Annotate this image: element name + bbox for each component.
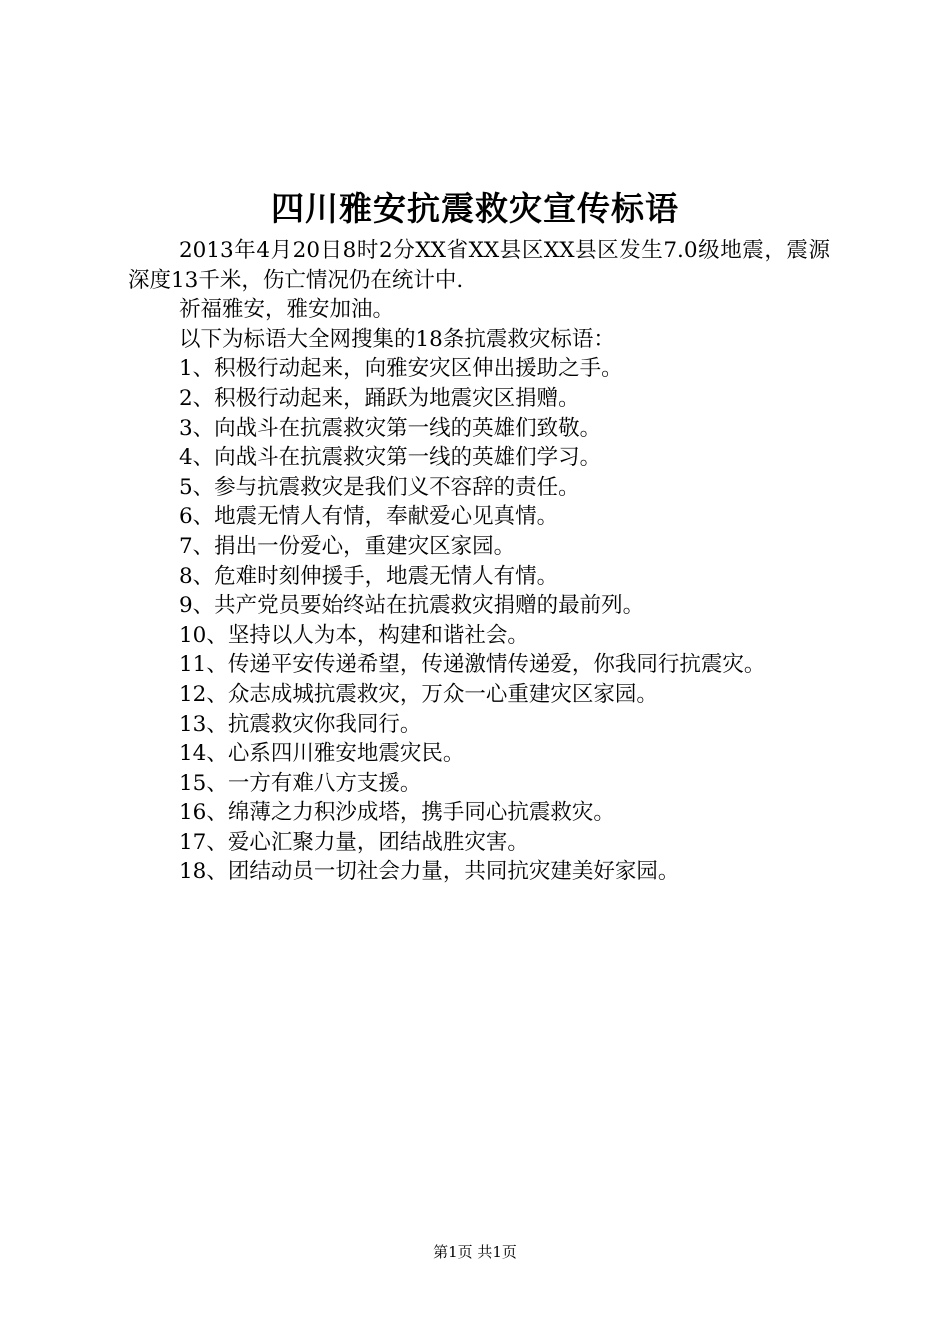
slogan-item: 3、向战斗在抗震救灾第一线的英雄们致敬。 [179,415,602,441]
slogan-item: 12、众志成城抗震救灾，万众一心重建灾区家园。 [179,681,658,707]
slogan-item: 18、团结动员一切社会力量，共同抗灾建美好家园。 [179,859,680,885]
slogan-item: 17、爱心汇聚力量，团结战胜灾害。 [179,829,529,855]
paragraph-intro: 2013年4月20日8时2分XX省XX县区XX县区发生7.0级地震，震源深度13千米，伤亡情况仍在统计中. [128,238,830,293]
slogan-item: 1、积极行动起来，向雅安灾区伸出援助之手。 [179,356,623,382]
slogan-item: 11、传递平安传递希望，传递激情传递爱，你我同行抗震灾。 [179,652,766,678]
slogan-item: 7、捐出一份爱心，重建灾区家园。 [179,533,516,559]
slogan-item: 9、共产党员要始终站在抗震救灾捐赠的最前列。 [179,593,645,619]
slogan-item: 14、心系四川雅安地震灾民。 [179,741,465,767]
slogan-item: 8、危难时刻伸援手，地震无情人有情。 [179,563,559,589]
slogan-item: 6、地震无情人有情，奉献爱心见真情。 [179,504,559,530]
document-title: 四川雅安抗震救灾宣传标语 [271,189,679,228]
paragraph-blessing: 祈福雅安，雅安加油。 [179,297,395,323]
paragraph-list-intro: 以下为标语大全网搜集的18条抗震救灾标语： [179,326,615,352]
slogan-item: 10、坚持以人为本，构建和谐社会。 [179,622,529,648]
slogan-item: 13、抗震救灾你我同行。 [179,711,422,737]
slogan-item: 4、向战斗在抗震救灾第一线的英雄们学习。 [179,445,602,471]
slogan-item: 15、一方有难八方支援。 [179,770,422,796]
slogan-item: 5、参与抗震救灾是我们义不容辞的责任。 [179,474,580,500]
document-body [128,236,830,887]
slogan-item: 16、绵薄之力积沙成塔，携手同心抗震救灾。 [179,800,615,826]
slogan-item: 2、积极行动起来，踊跃为地震灾区捐赠。 [179,385,580,411]
page-footer: 第1页 共1页 [433,1243,517,1261]
